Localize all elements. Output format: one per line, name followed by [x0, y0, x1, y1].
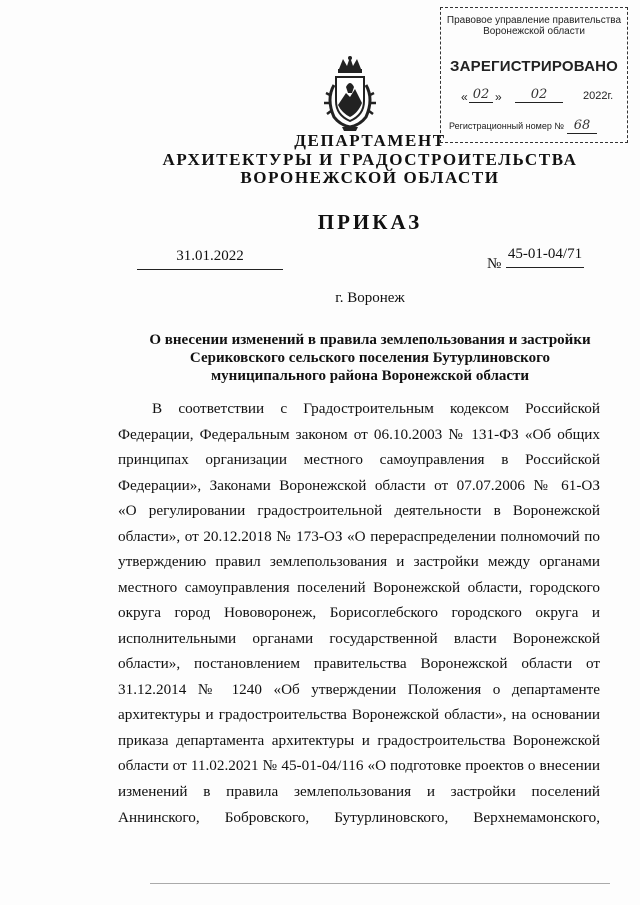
body-line: 31.12.2014 № 1240 «Об утверждении Положения о департаменте [118, 681, 600, 698]
subject-line1: О внесении изменений в правила землепользования и застройки [149, 332, 591, 348]
stamp-month: 02 [515, 87, 563, 103]
department-title-line1: ДЕПАРТАМЕНТ [294, 131, 446, 150]
body-line: исполнительными органами государственной власти Воронежской [118, 630, 600, 647]
stamp-quote-close: » [495, 90, 502, 104]
stamp-reg-label: Регистрационный номер № [449, 121, 565, 131]
order-date: 31.01.2022 [137, 248, 283, 270]
subject-line3: муниципального района Воронежской области [210, 368, 530, 384]
body-line: Федерации», Законами Воронежской области от 07.07.2006 № 61-ОЗ [118, 477, 600, 494]
body-line: изменений в правила землепользования и застройки поселений [118, 783, 600, 800]
city-label: г. Воронеж [335, 290, 405, 306]
body-line: приказа департамента архитектуры и градостроительства Воронежской [118, 732, 600, 749]
department-title-line2: АРХИТЕКТУРЫ И ГРАДОСТРОИТЕЛЬСТВА [162, 150, 578, 169]
stamp-quote-open: « [461, 90, 468, 104]
stamp-authority-line1: Правовое управление правительства [446, 15, 622, 26]
document-type-title: ПРИКАЗ [317, 210, 423, 234]
body-line: принципах организации местного самоуправления в Российской [118, 451, 600, 468]
body-line: утверждению правил землепользования и застройки между органами [118, 553, 600, 570]
department-title-line3: ВОРОНЕЖСКОЙ ОБЛАСТИ [240, 168, 500, 187]
body-line: архитектуры и градостроительства Воронежской области», на основании [118, 706, 600, 723]
body-line: округа город Нововоронеж, Борисоглебского городского округа и [118, 604, 600, 621]
body-line: местного самоуправления поселений Воронежской области, городского [118, 579, 600, 596]
stamp-authority-line2: Воронежской области [483, 26, 585, 37]
body-line: Аннинского, Бобровского, Бутурлиновского, Верхнемамонского, [118, 809, 600, 826]
coat-of-arms-icon [322, 55, 378, 133]
stamp-year: 2022г. [583, 90, 614, 102]
stamp-date-row [453, 87, 621, 108]
body-line: Федерации, Федеральным законом от 06.10.2003 № 131-ФЗ «Об общих [118, 426, 600, 443]
stamp-day: 02 [469, 87, 493, 103]
body-line: «О регулировании градостроительной деятельности в Воронежской [118, 502, 600, 519]
stamp-registered-title: ЗАРЕГИСТРИРОВАНО [449, 58, 619, 75]
order-number-sign: № [487, 256, 502, 272]
registration-stamp [440, 7, 628, 143]
order-number: 45-01-04/71 [506, 246, 584, 268]
body-line: В соответствии с Градостроительным кодексом Российской [152, 400, 600, 417]
page-bottom-rule [150, 883, 610, 884]
body-line: области от 11.02.2021 № 45-01-04/116 «О подготовке проектов о внесении [118, 757, 600, 774]
stamp-reg-number: 68 [567, 118, 597, 134]
body-line: области», постановлением правительства Воронежской области от [118, 655, 600, 672]
subject-line2: Сериковского сельского поселения Бутурлиновского [189, 350, 551, 366]
body-line: области», от 20.12.2018 № 173-ОЗ «О перераспределении полномочий по [118, 528, 600, 545]
